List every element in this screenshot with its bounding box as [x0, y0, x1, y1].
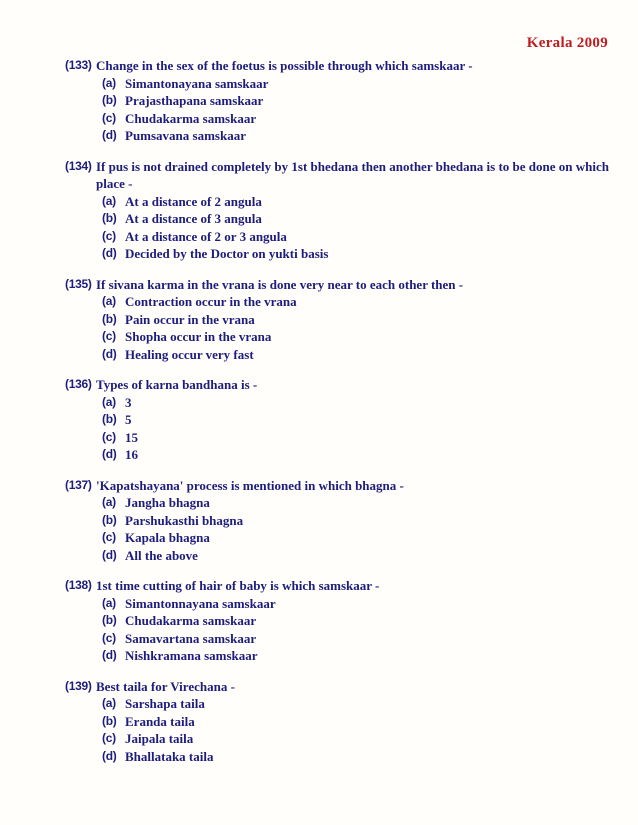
- option-letter: (b): [102, 93, 117, 107]
- option-letter: (b): [102, 412, 117, 426]
- question-text: If pus is not drained completely by 1st bhedana then another bhedana is to be done on which place -: [96, 158, 609, 191]
- question-text: Types of karna bandhana is -: [96, 377, 258, 392]
- option-text: Pain occur in the vrana: [125, 311, 255, 327]
- option-text: Simantonnayana samskaar: [125, 595, 276, 611]
- option-letter: (a): [102, 193, 116, 208]
- option-letter: (d): [102, 346, 117, 361]
- question-block: [65, 577, 618, 665]
- question-block: [65, 477, 618, 565]
- option-text: Pumsavana samskaar: [125, 128, 246, 143]
- option-letter: (b): [102, 211, 117, 225]
- option-list: [102, 394, 618, 464]
- option-row: [102, 647, 618, 665]
- option-row: [102, 411, 618, 429]
- option-text: Healing occur very fast: [125, 346, 254, 362]
- option-row: [102, 547, 618, 565]
- option-list: [102, 193, 618, 263]
- page-header: [65, 34, 618, 53]
- option-row: [102, 127, 618, 145]
- option-text: Parshukasthi bhagna: [125, 512, 244, 528]
- option-row: [102, 311, 618, 329]
- question-block: [65, 57, 618, 145]
- option-row: [102, 429, 618, 447]
- question-title-row: [65, 57, 618, 75]
- option-row: [102, 713, 618, 731]
- question-number: (139): [65, 678, 92, 693]
- option-text: 3: [125, 394, 132, 410]
- option-letter: (b): [102, 512, 117, 527]
- option-letter: (a): [102, 595, 116, 610]
- option-text: Bhallataka taila: [125, 748, 214, 764]
- option-row: [102, 210, 618, 228]
- option-letter: (c): [102, 630, 116, 645]
- question-text: If sivana karma in the vrana is done very near to each other then -: [96, 276, 464, 292]
- question-title-row: [65, 276, 618, 294]
- option-text: Kapala bhagna: [125, 530, 210, 545]
- option-list: [102, 494, 618, 564]
- option-letter: (d): [102, 748, 117, 763]
- option-text: 15: [125, 429, 138, 445]
- option-row: [102, 529, 618, 547]
- question-text: 'Kapatshayana' process is mentioned in which bhagna -: [96, 477, 404, 493]
- option-text: All the above: [125, 547, 198, 563]
- option-letter: (c): [102, 110, 116, 125]
- question-block: [65, 678, 618, 766]
- question-number: (136): [65, 377, 92, 391]
- option-letter: (c): [102, 731, 116, 745]
- option-row: [102, 110, 618, 128]
- option-text: Decided by the Doctor on yukti basis: [125, 246, 329, 261]
- option-text: Prajasthapana samskaar: [125, 93, 264, 108]
- option-text: Contraction occur in the vrana: [125, 294, 297, 309]
- option-letter: (c): [102, 329, 116, 343]
- option-row: [102, 748, 618, 766]
- option-letter: (a): [102, 696, 116, 710]
- option-text: Jangha bhagna: [125, 495, 210, 510]
- option-text: Nishkramana samskaar: [125, 648, 258, 663]
- option-row: [102, 193, 618, 211]
- option-letter: (a): [102, 394, 116, 409]
- option-letter: (c): [102, 228, 116, 243]
- option-text: Eranda taila: [125, 713, 195, 729]
- question-number: (138): [65, 578, 92, 592]
- option-text: 16: [125, 447, 138, 462]
- option-letter: (a): [102, 495, 116, 509]
- option-row: [102, 446, 618, 464]
- option-list: [102, 595, 618, 665]
- question-number: (137): [65, 477, 92, 492]
- option-row: [102, 695, 618, 713]
- option-text: 5: [125, 412, 132, 427]
- option-letter: (d): [102, 447, 117, 461]
- option-letter: (d): [102, 648, 117, 662]
- question-text: 1st time cutting of hair of baby is which samskaar -: [96, 578, 380, 593]
- option-letter: (c): [102, 429, 116, 444]
- option-list: [102, 293, 618, 363]
- option-row: [102, 512, 618, 530]
- option-letter: (d): [102, 547, 117, 562]
- option-text: At a distance of 2 angula: [125, 193, 262, 209]
- option-letter: (b): [102, 311, 117, 326]
- question-text: Best taila for Virechana -: [96, 678, 235, 694]
- question-title-row: [65, 678, 618, 696]
- option-letter: (d): [102, 128, 117, 142]
- option-letter: (a): [102, 75, 116, 90]
- exam-year-tag: Kerala 2009: [526, 35, 608, 51]
- option-row: [102, 394, 618, 412]
- option-row: [102, 346, 618, 364]
- option-text: At a distance of 2 or 3 angula: [125, 228, 287, 244]
- option-row: [102, 75, 618, 93]
- option-text: Shopha occur in the vrana: [125, 329, 272, 344]
- option-text: Chudakarma samskaar: [125, 613, 257, 628]
- question-block: [65, 158, 618, 263]
- option-row: [102, 494, 618, 512]
- option-row: [102, 730, 618, 748]
- option-list: [102, 695, 618, 765]
- option-letter: (c): [102, 530, 116, 544]
- question-text: Change in the sex of the foetus is possible through which samskaar -: [96, 58, 473, 73]
- option-text: Sarshapa taila: [125, 696, 205, 711]
- option-row: [102, 328, 618, 346]
- option-text: Simantonayana samskaar: [125, 75, 269, 91]
- question-block: [65, 276, 618, 364]
- option-letter: (b): [102, 713, 117, 728]
- option-text: At a distance of 3 angula: [125, 211, 262, 226]
- question-number: (134): [65, 158, 92, 173]
- question-block: [65, 376, 618, 464]
- option-row: [102, 92, 618, 110]
- option-letter: (a): [102, 294, 116, 308]
- option-row: [102, 293, 618, 311]
- option-text: Samavartana samskaar: [125, 630, 257, 646]
- option-list: [102, 75, 618, 145]
- option-row: [102, 245, 618, 263]
- question-title-row: [65, 577, 618, 595]
- option-text: Chudakarma samskaar: [125, 110, 257, 126]
- question-number: (135): [65, 276, 92, 291]
- question-number: (133): [65, 58, 92, 72]
- question-title-row: [65, 158, 618, 193]
- question-title-row: [65, 376, 618, 394]
- question-list: [65, 57, 618, 765]
- option-row: [102, 630, 618, 648]
- option-row: [102, 595, 618, 613]
- option-letter: (b): [102, 613, 117, 627]
- option-letter: (d): [102, 246, 117, 260]
- option-row: [102, 612, 618, 630]
- question-title-row: [65, 477, 618, 495]
- option-text: Jaipala taila: [125, 731, 194, 746]
- option-row: [102, 228, 618, 246]
